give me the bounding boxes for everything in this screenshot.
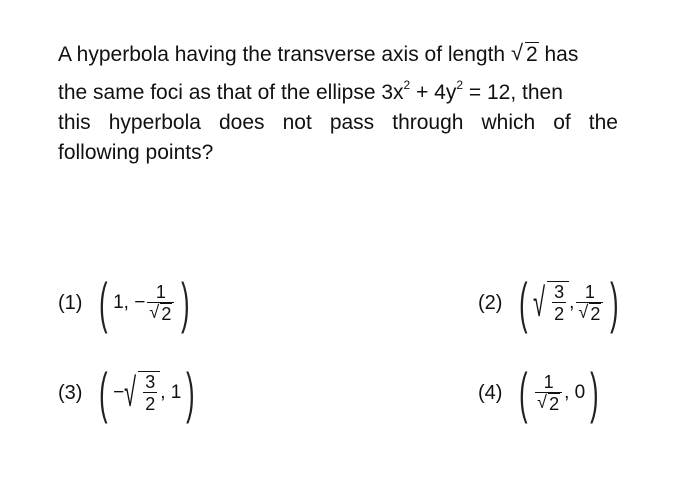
- fraction-denominator: [576, 302, 603, 325]
- sqrt: [537, 393, 560, 415]
- right-paren: ): [610, 271, 619, 334]
- option-3[interactable]: [58, 361, 200, 424]
- radical-body: 2: [549, 393, 560, 414]
- eq-term: + 4y: [410, 81, 457, 104]
- exponent: 2: [456, 78, 464, 92]
- fraction-numerator: 3: [145, 372, 156, 392]
- radical-body: 2: [590, 303, 601, 324]
- option-label: (2): [478, 291, 503, 314]
- fraction-numerator: 1: [155, 281, 166, 302]
- sqrt: [149, 303, 172, 325]
- option-3-point: [113, 371, 181, 415]
- left-paren: (: [99, 361, 108, 424]
- separator: ,: [569, 292, 575, 313]
- ellipse-equation: [381, 78, 511, 104]
- point-x: 1, −: [113, 292, 146, 313]
- radical-body: [547, 281, 569, 325]
- radical-sign: √: [149, 301, 160, 322]
- fraction-denominator: [147, 302, 174, 325]
- question-line-2: [58, 70, 618, 108]
- question-text: [58, 40, 618, 168]
- question-text-segment: the same foci as that of the ellipse: [58, 81, 382, 104]
- option-2-point: [533, 281, 605, 325]
- option-label: (3): [58, 381, 83, 404]
- option-4-point: [533, 372, 585, 415]
- fraction: [535, 372, 562, 415]
- fraction: [551, 282, 567, 325]
- eq-term: = 12: [463, 81, 511, 104]
- question-line-3: this hyperbola does not pass through which of the: [58, 111, 618, 134]
- sqrt: [578, 303, 601, 325]
- option-label: (1): [58, 291, 83, 314]
- fraction-numerator: 3: [554, 282, 565, 302]
- radical-body: 2: [525, 43, 538, 66]
- radical-sign: √: [578, 301, 589, 322]
- radical-sign: √: [537, 391, 547, 412]
- eq-term: 3x: [381, 81, 404, 104]
- left-paren: (: [519, 271, 528, 334]
- left-paren: (: [99, 271, 108, 334]
- radical-body: 2: [161, 303, 172, 324]
- fraction-denominator: 2: [145, 394, 156, 414]
- right-paren: ): [181, 271, 190, 334]
- question-text-segment: , then: [510, 81, 563, 104]
- fraction-numerator: 1: [543, 371, 554, 392]
- separator: , 1: [160, 382, 182, 403]
- option-4[interactable]: [478, 361, 604, 424]
- question-text-segment: has: [538, 43, 579, 66]
- sqrt-fraction: [533, 281, 569, 325]
- fraction-denominator: 2: [554, 304, 565, 324]
- option-1[interactable]: [58, 271, 195, 334]
- fraction: [147, 282, 174, 325]
- option-label: (4): [478, 381, 503, 404]
- option-1-point: [113, 282, 176, 325]
- sqrt-two: [511, 40, 539, 70]
- sqrt-fraction: [124, 371, 160, 415]
- fraction: [576, 282, 603, 325]
- option-2[interactable]: [478, 271, 624, 334]
- right-paren: ): [590, 361, 599, 424]
- minus-sign: −: [113, 382, 125, 403]
- radical-body: [138, 371, 160, 415]
- left-paren: (: [519, 361, 528, 424]
- fraction: [142, 372, 158, 415]
- exponent: 2: [403, 78, 411, 92]
- question-text-segment: A hyperbola having the transverse axis of length: [58, 43, 511, 66]
- radical-sign: √: [124, 371, 137, 415]
- fraction-numerator: 1: [584, 281, 595, 302]
- right-paren: ): [186, 361, 195, 424]
- question-line-1: [58, 40, 618, 70]
- fraction-denominator: [535, 392, 562, 415]
- question-line-4: following points?: [58, 141, 214, 164]
- separator: , 0: [564, 382, 586, 403]
- radical-sign: √: [533, 281, 546, 325]
- radical-sign: √: [510, 40, 524, 65]
